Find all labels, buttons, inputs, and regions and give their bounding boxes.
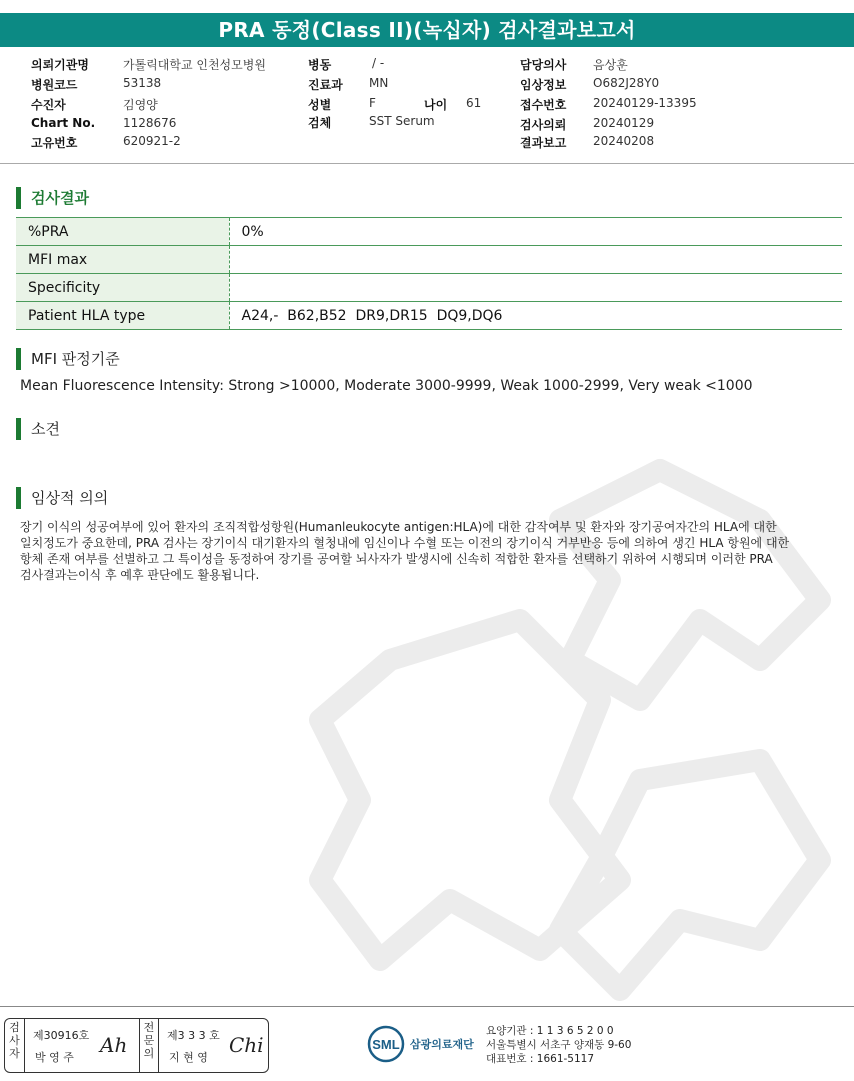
patient-info-block xyxy=(0,52,854,162)
examiner-name: 박 영 주 xyxy=(35,1051,74,1064)
footer-divider xyxy=(0,1006,854,1007)
opinion-heading: 소견 xyxy=(16,418,60,440)
hospital-code-label: 병원코드 xyxy=(31,78,78,92)
unique-no-label: 고유번호 xyxy=(31,136,78,150)
mfi-criteria-heading: MFI 판정기준 xyxy=(16,348,120,370)
table-row xyxy=(16,246,842,274)
mfi-criteria-text: Mean Fluorescence Intensity: Strong >10000, Moderate 3000-9999, Weak 1000-2999, Very weak <1000 xyxy=(20,378,753,394)
report-date-value: 20240208 xyxy=(593,134,655,148)
department-label: 진료과 xyxy=(308,78,343,92)
institution-value: 가톨릭대학교 인천성모병원 xyxy=(123,58,266,72)
chart-no-value: 1128676 xyxy=(123,116,177,130)
sex-value: F xyxy=(369,96,376,110)
text-line: 일치정도가 중요한데, PRA 검사는 장기이식 대기환자의 혈청내에 임신이나 수혈 또는 이전의 장기이식 거부반응 등에 의하여 생긴 HLA 항원에 대한 xyxy=(20,536,790,550)
request-date-value: 20240129 xyxy=(593,116,655,130)
age-label: 나이 xyxy=(424,98,448,112)
clinical-significance-text xyxy=(20,519,820,583)
clinical-info-label: 임상정보 xyxy=(520,78,567,92)
unique-no-value: 620921-2 xyxy=(123,134,181,148)
result-value: 0% xyxy=(229,218,842,246)
logo-text: SML xyxy=(372,1037,400,1052)
report-title: PRA 동정(Class II)(녹십자) 검사결과보고서 xyxy=(0,13,854,47)
result-value: A24,- B62,B52 DR9,DR15 DQ9,DQ6 xyxy=(229,302,842,330)
examinee-value: 김영양 xyxy=(123,98,158,112)
org-address: 서울특별시 서초구 양재동 9-60 xyxy=(486,1039,632,1051)
examiner-label: 검사자 xyxy=(5,1019,25,1072)
specimen-label: 검체 xyxy=(308,116,332,130)
sml-logo-icon xyxy=(366,1024,406,1064)
receipt-no-value: 20240129-13395 xyxy=(593,96,697,110)
examiner-license: 제30916호 xyxy=(33,1029,90,1042)
org-name: 삼광의료재단 xyxy=(410,1038,474,1051)
text-line: 항체 존재 여부를 선별하고 그 특이성을 동정하여 장기를 공여할 뇌사자가 발생시에 신속히 적합한 환자를 선택하기 위하여 시행되며 이러한 PRA xyxy=(20,552,773,566)
ward-label: 병동 xyxy=(308,58,332,72)
info-divider xyxy=(0,163,854,164)
specialist-label: 전문의 xyxy=(139,1019,159,1072)
table-row xyxy=(16,218,842,246)
result-label: Specificity xyxy=(16,274,229,302)
result-value xyxy=(229,246,842,274)
org-phone: 대표번호 : 1661-5117 xyxy=(486,1053,595,1065)
results-heading: 검사결과 xyxy=(16,187,89,209)
signature-box xyxy=(4,1018,269,1073)
age-value: 61 xyxy=(466,96,482,110)
specialist-license: 제3 3 3 호 xyxy=(167,1029,220,1042)
institution-label: 의뢰기관명 xyxy=(31,58,89,72)
hospital-code-value: 53138 xyxy=(123,76,162,90)
org-info xyxy=(486,1024,631,1066)
result-label: %PRA xyxy=(16,218,229,246)
request-date-label: 검사의뢰 xyxy=(520,118,567,132)
receipt-no-label: 접수번호 xyxy=(520,98,567,112)
clinical-significance-heading: 임상적 의의 xyxy=(16,487,108,509)
table-row xyxy=(16,302,842,330)
specimen-value: SST Serum xyxy=(369,114,435,128)
specialist-signature: Chi xyxy=(229,1033,264,1057)
chart-no-label: Chart No. xyxy=(31,116,96,130)
results-table xyxy=(16,217,842,330)
text-line: 장기 이식의 성공여부에 있어 환자의 조직적합성항원(Humanleukocyte antigen:HLA)에 대한 감작여부 및 환자와 장기공여자간의 HLA에 대한 xyxy=(20,520,777,534)
sex-label: 성별 xyxy=(308,98,332,112)
report-date-label: 결과보고 xyxy=(520,136,567,150)
examiner-signature: Ah xyxy=(100,1033,128,1057)
department-value: MN xyxy=(369,76,389,90)
specialist-name: 지 현 영 xyxy=(169,1051,208,1064)
clinical-info-value: O682J28Y0 xyxy=(593,76,660,90)
examinee-label: 수진자 xyxy=(31,98,66,112)
org-code: 요양기관 : 1 1 3 6 5 2 0 0 xyxy=(486,1025,614,1037)
result-value xyxy=(229,274,842,302)
table-row xyxy=(16,274,842,302)
text-line: 검사결과는이식 후 예후 판단에도 활용됩니다. xyxy=(20,568,260,582)
result-label: MFI max xyxy=(16,246,229,274)
doctor-value: 음상훈 xyxy=(593,58,628,72)
doctor-label: 담당의사 xyxy=(520,58,567,72)
ward-value: / - xyxy=(372,56,385,70)
result-label: Patient HLA type xyxy=(16,302,229,330)
